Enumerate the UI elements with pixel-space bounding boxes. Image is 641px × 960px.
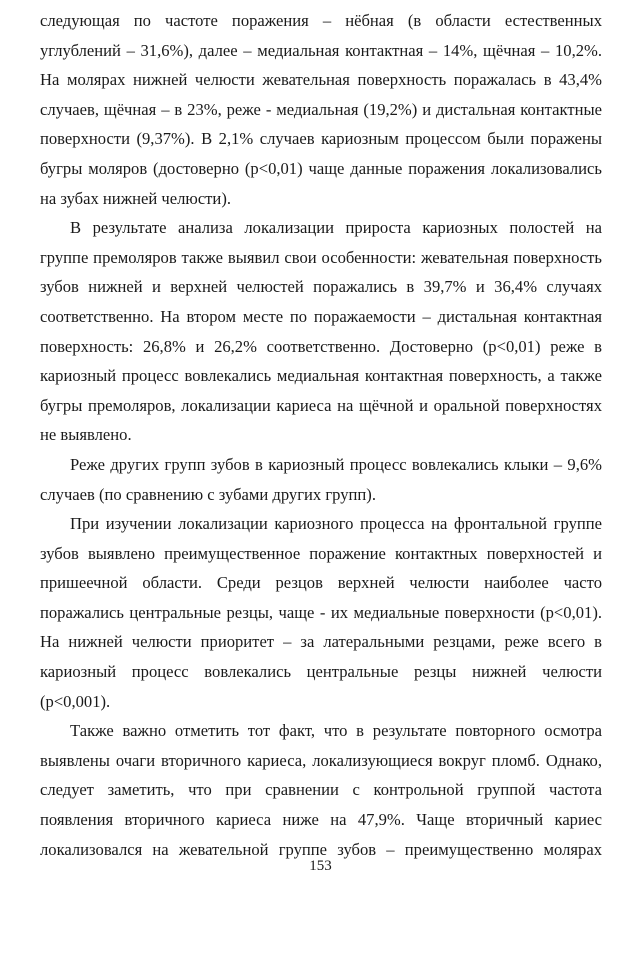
text-line: соответственно. На втором месте по поражаемости – дистальная контактная [40,306,602,326]
paragraph-5 [40,716,602,864]
paragraph-2 [40,213,602,450]
text-line: поражались центральные резцы, чаще - их медиальные поверхности (p<0,01). [40,602,602,622]
text-line: случаев (по сравнению с зубами других групп). [40,484,376,504]
text-line: зубов нижней и верхней челюстей поражались в 39,7% и 36,4% случаях [40,277,602,297]
paragraph-1 [40,6,602,213]
text-line: следует заметить, что при сравнении с контрольной группой частота [40,780,602,800]
text-line: бугры моляров (достоверно (p<0,01) чаще данные поражения локализовались [40,158,602,178]
body-text [40,6,602,864]
text-line: на зубах нижней челюсти). [40,188,231,208]
paragraph-4 [40,509,602,716]
text-line: выявлены очаги вторичного кариеса, локализующиеся вокруг пломб. Однако, [40,750,602,770]
text-line: зубов выявлено преимущественное поражение контактных поверхностей и [40,543,602,563]
text-line: углублений – 31,6%), далее – медиальная контактная – 14%, щёчная – 10,2%. [40,40,602,60]
text-line: случаев, щёчная – в 23%, реже - медиальная (19,2%) и дистальная контактные [40,99,602,119]
text-line: В результате анализа локализации прироста кариозных полостей на [70,218,602,238]
text-line: группе премоляров также выявил свои особенности: жевательная поверхность [40,247,602,267]
text-line: кариозный процесс вовлекались центральные резцы нижней челюсти [40,662,602,682]
text-line: При изучении локализации кариозного процесса на фронтальной группе [70,514,602,534]
text-line: поверхности (9,37%). В 2,1% случаев кариозным процессом были поражены [40,129,602,149]
text-line: Также важно отметить тот факт, что в результате повторного осмотра [70,721,602,741]
text-line: не выявлено. [40,425,132,445]
text-line: (p<0,001). [40,691,111,711]
text-line: следующая по частоте поражения – нёбная (в области естественных [40,11,602,30]
page-number: 153 [309,858,332,874]
text-line: На нижней челюсти приоритет – за латеральными резцами, реже всего в [40,632,602,652]
text-line: локализовался на жевательной группе зубов – преимущественно молярах [40,839,602,859]
text-line: пришеечной области. Среди резцов верхней челюсти наиболее часто [40,573,602,593]
text-line: На молярах нижней челюсти жевательная поверхность поражалась в 43,4% [40,70,602,90]
text-line: поверхность: 26,8% и 26,2% соответственно. Достоверно (p<0,01) реже в [40,336,602,356]
paragraph-3 [40,450,602,509]
text-line: Реже других групп зубов в кариозный процесс вовлекались клыки – 9,6% [70,454,602,474]
text-line: появления вторичного кариеса ниже на 47,9%. Чаще вторичный кариес [40,810,602,830]
text-line: бугры премоляров, локализации кариеса на щёчной и оральной поверхностях [40,395,602,415]
text-line: кариозный процесс вовлекались медиальная контактная поверхность, а также [40,366,602,386]
